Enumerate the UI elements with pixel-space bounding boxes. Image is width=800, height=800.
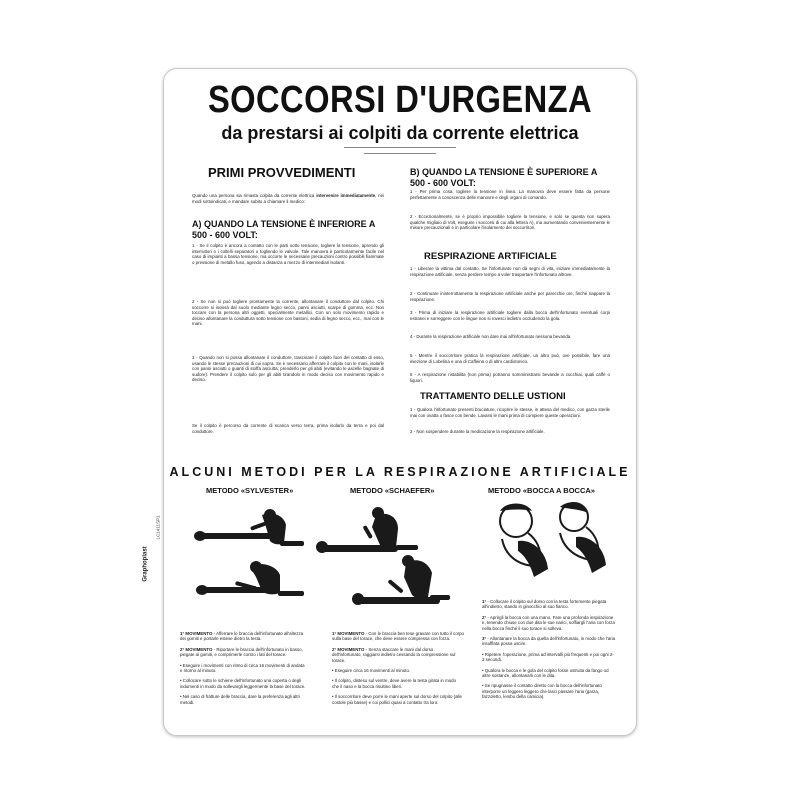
list-item: • Il soccorritore deve porre le mani aperte sul dorso del colpito (alle costole più basse) e coi pollici quasi a contatto tra loro. (332, 694, 462, 705)
bocca-instructions (482, 599, 616, 705)
list-item: • Collocare sotto le schiene dell'infortunato una coperta o degli indumenti in modo da sollevargli leggermente la base del torace. (180, 678, 306, 689)
section-b-paragraph-2: 2 - Eccezionalmente, se è proprio impossibile togliere la tensione, e solo se questa non supera qualche migliaio di Volt, eseguire i soccorsi di cui alla lettera A), ma aumentando convenientemente le misure precauzionali e in particolare l'isolamento dei soccorritori. (410, 214, 610, 231)
primi-intro: Quando una persona sia rimasta colpita da corrente elettrica intervenire immediatamente, nei modi sottoindicati, e mandare subito a chiamare il medico: (192, 193, 384, 204)
schaefer-illustration (314, 501, 454, 611)
metodi-heading: ALCUNI METODI PER LA RESPIRAZIONE ARTIFICIALE (169, 465, 631, 479)
ustioni-heading: TRATTAMENTO DELLE USTIONI (420, 391, 566, 402)
resp-paragraph-4: 4 - Durante la respirazione artificiale non dare mai all'infortunato nessuna bevanda. (410, 334, 572, 339)
section-b-paragraph-1: 1 - Per prima cosa, togliere la tensione in linea. La manovra deve essere fatta da persone perfettamente a conoscenza delle manovre e degli organi di comando. (410, 189, 610, 200)
list-item: 2° MOVIMENTO - Riportare le braccia dell'infortunato in basso, piegate ai gomiti, e comprimerle contro i lati del torace. (180, 646, 303, 658)
resp-paragraph-3: 3 - Prima di iniziare la respirazione artificiale togliere dalla bocca dell'infortunato eventuali corpi estranei e sorreggere con le lingue non si rovesci indietro occludendo la gola. (410, 310, 610, 321)
primi-heading: PRIMI PROVVEDIMENTI (208, 165, 356, 180)
section-a-paragraph-3: 3 - Quando non si possa allontanare il conduttore, trascinare il colpito fuori del contatto di esso, usando le stesse precauzioni di cui sopra. Se è necessario afferrare il colpito con le mani, isolarle con panni asciutti o guanti di stoffa asciutta; prenderlo per gli abiti (evitando le ascelle bagnate di sudore). Prendere il colpito solo per gli abiti tirandolo in modo deciso con movimento rapido e deciso. (192, 355, 384, 383)
brand-name: Graphoplast (142, 546, 149, 582)
ustioni-paragraph-2: 2 - Non sospendere durante la medicazione la respirazione artificiale. (410, 429, 545, 434)
bocca-illustration (490, 499, 620, 589)
sylvester-instructions (180, 631, 308, 710)
schaefer-instructions (332, 631, 464, 710)
divider (364, 153, 436, 154)
bocca-label: METODO «BOCCA A BOCCA» (488, 486, 595, 495)
list-item: 1° MOVIMENTO - Afferrare le braccia dell'infortunato all'altezza dei gomiti e portarle estese dietro la testa. (180, 631, 304, 642)
brand-code: LC1411SP1 (155, 515, 161, 540)
list-item: 1° MOVIMENTO - Con le braccia ben tese gravare con tutto il corpo sulla base del torace, che deve essere compressa con forza. (332, 631, 464, 642)
list-item: • Qualora le bocca e le gola del colpito fosse ostruita da fango od altre sostanze, allontanarli con le dita. (482, 667, 609, 679)
resp-paragraph-5: 5 - Mentre il soccorritore pratica la respirazione artificiale, un altro può, ove possibile, fare una iniezione di Lobelina e una di Caffeina o di altro cardiotonico. (410, 353, 610, 364)
section-a-paragraph-1: 1 - Se il colpito è ancora a contatto con le parti sotto tensione, togliere la tensione, aprendo gli interruttori o i coltelli separatori o togliendo le valvole. Tale manovra è particolarmente facile nel caso di impianti a bassa tensione, ma occorre le necessarie precauzioni contro possibili fiammate o pressione di metallo fuso, agendo a distanza a mezzo di intermediari isolanti. (192, 243, 384, 265)
list-item: 1° - Collocare il colpito sul dorso con la testa fortemente piegata all'indietro, stando in ginocchio al suo fianco. (482, 599, 607, 610)
section-b-heading: B) QUANDO LA TENSIONE È SUPERIORE A 500 - 600 VOLT: (410, 167, 598, 188)
list-item: • Eseguire circa 16 movimenti al minuto. (332, 668, 411, 674)
resp-paragraph-2: 2 - Continuare ininterrottamente la respirazione artificiale anche per parecchie ore, finché riappare la respirazione. (410, 291, 610, 302)
schaefer-label: METODO «SCHAEFER» (350, 486, 435, 495)
resp-paragraph-1: 1 - Liberare la vittima dal contatto. Se l'infortunato non dà segni di vita, iniziare immediatamente la respirazione artificiale, senza perdere tempo a voler trasportare l'infortunato altrove. (410, 266, 610, 277)
respirazione-heading: RESPIRAZIONE ARTIFICIALE (424, 251, 557, 262)
ustioni-paragraph-1: 1 - Qualora l'infortunato presenti bruciature, ricoprire le stesse, in attesa del medico, con garza sterile mai con ovatta o fasce con bende. Lavarsi le mani prima di compiere queste operazioni. (410, 407, 610, 418)
sign-title: SOCCORSI D'URGENZA (207, 79, 593, 121)
list-item: 3° - Allontanare la bocca da quella dell'infortunato, in modo che l'aria insufflata possa uscire. (482, 636, 616, 647)
sylvester-illustration (190, 505, 320, 605)
sylvester-label: METODO «SYLVESTER» (206, 486, 294, 495)
section-a-paragraph-2: 2 - Se non si può togliere prontamente la corrente, allontanare il conduttore dal colpito. Chi soccorre si isolerà dal suolo mediante legno secco, panni asciutti, scarpe di gomma, ecc. Non toccare con la persona altri oggetti, specialmente metallici. Con un solo movimento rapido e deciso allontanare la conduttura sotto tensione con bastoni, sedia di legno secco, ecc., mai con le mani. (192, 299, 384, 327)
section-a-paragraph-4: Se il colpito è percorso da corrente di scarica verso terra, prima isolarlo da terra e poi dal conduttore. (192, 423, 384, 434)
brand-mark (142, 515, 176, 611)
list-item: • Se ripugnasse il contatto diretto con la bocca dell'infortunato interporre un leggero leggero che lasci passare l'aria (garza, fazzoletto, lembo della camicia). (482, 683, 602, 700)
list-item: 2° MOVIMENTO - Senza staccare le mani dal dorso dell'infortunato, raggiarsi indietro cessando la compressione sul torace. (332, 646, 456, 663)
list-item: • Il colpito, disteso sul ventre, deve avere la testa girata in modo che il naso e la bocca risultino liberi. (332, 678, 457, 689)
list-item: • Ripetere l'operazione, prima ad intervalli più frequenti e poi ogni 2-3 secondi. (482, 651, 614, 663)
safety-sign (142, 68, 637, 736)
resp-paragraph-6: 6 - A respirazione ristabilita (non prima) potranno somministrarsi bevande a cucchiai, quali caffè o liquori. (410, 372, 610, 383)
list-item: • Eseguire i movimenti con ritmo di circa 16 movimenti di andata e ritorno al minuto. (180, 662, 305, 674)
section-a-heading: A) QUANDO LA TENSIONE È INFERIORE A 500 - 600 VOLT: (192, 219, 376, 240)
sign-subtitle: da prestarsi ai colpiti da corrente elettrica (221, 123, 579, 143)
divider (344, 147, 456, 148)
list-item: • Nel caso di fratture delle braccia, dare la preferenza agli altri metodi. (180, 694, 300, 705)
list-item: 2° - Aprirgli la bocca con una mano. Fare una profonda inspirazione e, tenendo chiuse con due dita le sue narici, soffiargli l'aria con forza nella bocca finché il suo torace si solleva. (482, 614, 615, 631)
